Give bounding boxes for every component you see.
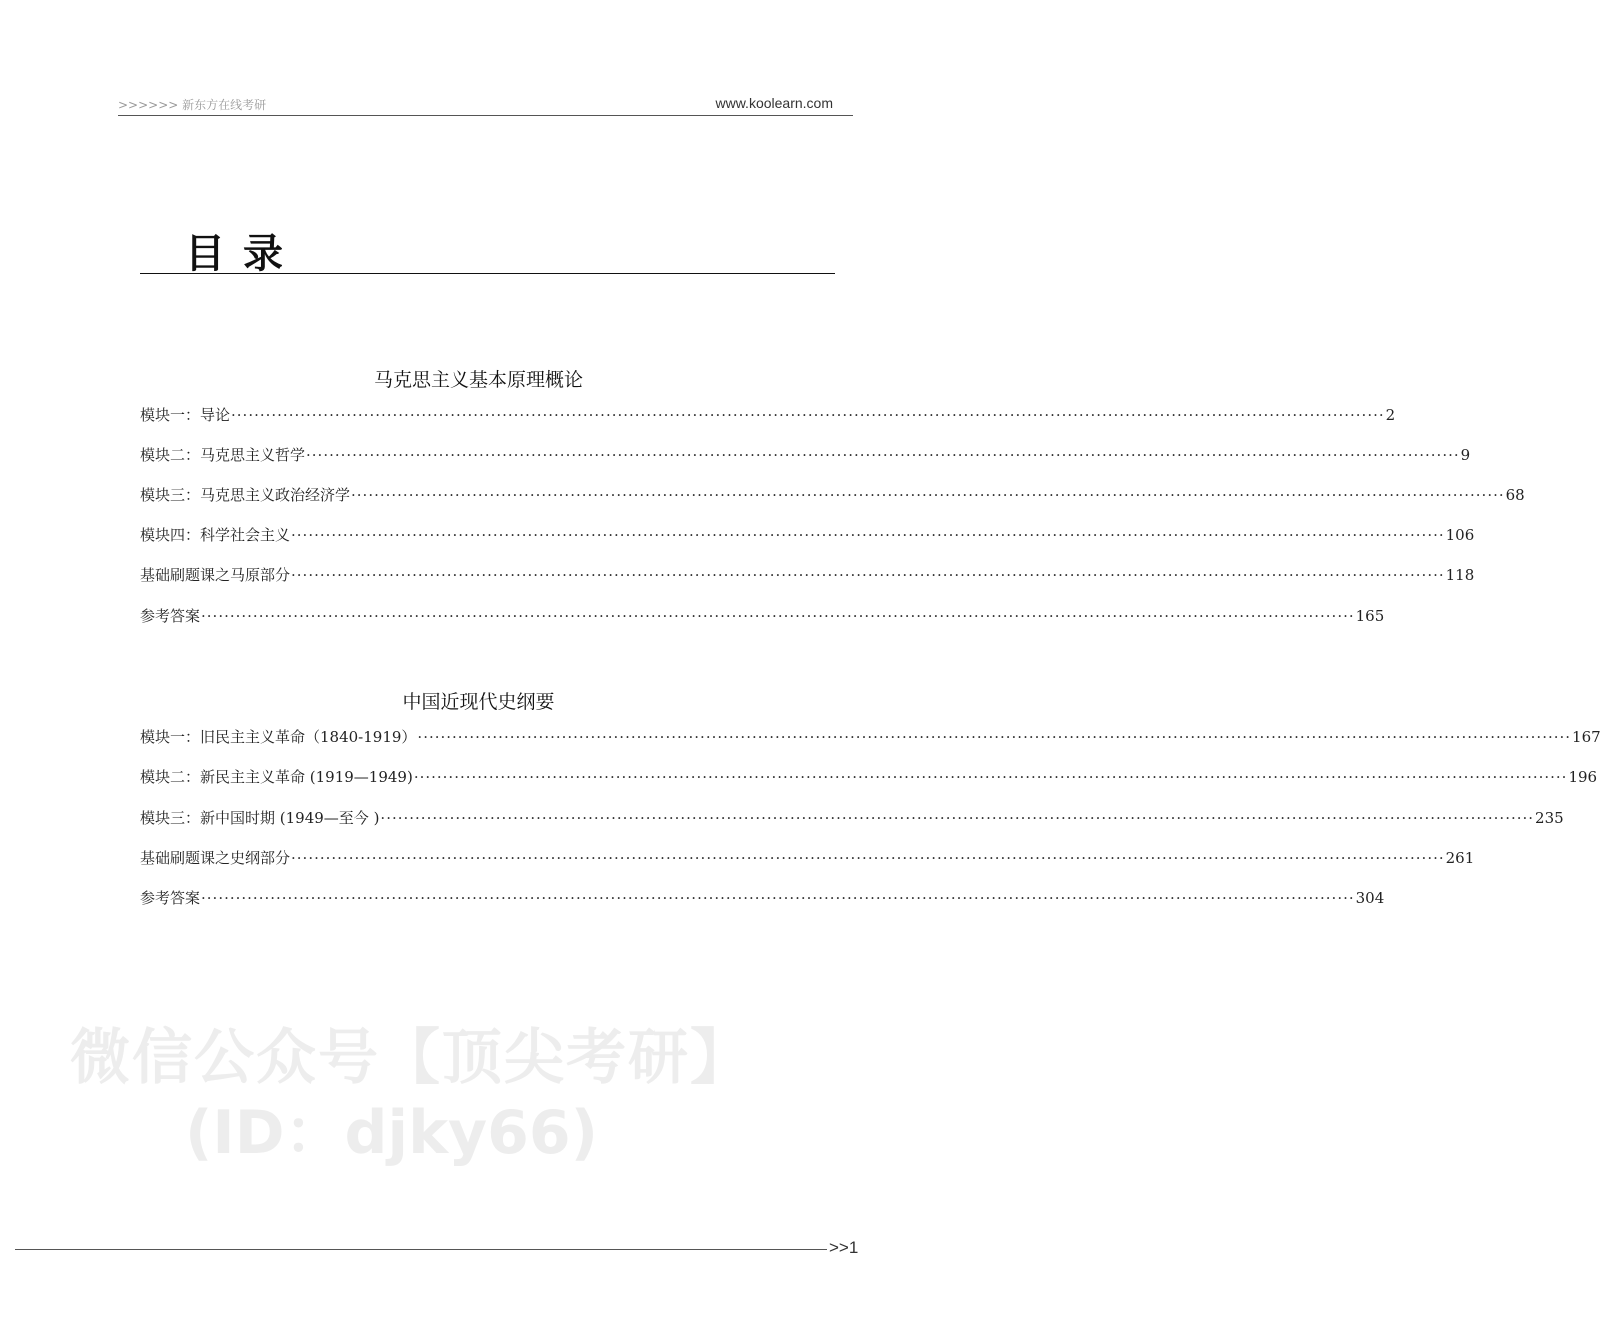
toc-entry[interactable] [140,605,1385,629]
toc-entry[interactable] [140,726,1601,750]
watermark-line-2: (ID：djky66) [185,1098,598,1168]
toc-entry-label: 基础刷题课之马原部分 [140,566,291,584]
toc-title: 目录 [185,231,301,277]
toc-entry[interactable] [140,887,1385,911]
title-divider [140,273,835,274]
dot-leader: ········································································································································································································ [413,768,1568,786]
section-heading-modern-history: 中国近现代史纲要 [402,691,555,713]
dot-leader: ········································································································································································································ [201,607,1355,625]
toc-entry[interactable] [140,807,1564,831]
header-brand: >>>>>> 新东方在线考研 [118,98,267,112]
footer-page-number: >>1 [829,1238,859,1257]
toc-entry-label: 模块二：新民主主义革命 (1919—1949) [140,768,413,786]
toc-entry-label: 模块一：旧民主主义革命（1840-1919） [140,728,417,746]
toc-entry-page: 2 [1385,406,1396,424]
watermark-line-1: 微信公众号【顶尖考研】 [70,1023,752,1093]
toc-entry-label: 模块三：新中国时期 (1949—至今 ) [140,809,380,827]
toc-entry[interactable] [140,484,1525,508]
toc-entry-label: 模块二：马克思主义哲学 [140,446,306,464]
toc-entry[interactable] [140,524,1475,548]
toc-entry-label: 模块一：导论 [140,406,231,424]
dot-leader: ········································································································································································································ [306,446,1460,464]
footer-divider [15,1249,827,1250]
toc-entry[interactable] [140,847,1475,871]
section-heading-marxism: 马克思主义基本原理概论 [373,369,583,391]
toc-entry-page: 118 [1445,566,1475,584]
toc-entry[interactable] [140,564,1475,588]
toc-entry-page: 68 [1505,486,1525,504]
toc-entry[interactable] [140,766,1598,790]
toc-entry-page: 235 [1535,809,1564,827]
toc-entry-label: 模块三：马克思主义政治经济学 [140,486,351,504]
dot-leader: ········································································································································································································ [417,728,1572,746]
toc-entry-page: 9 [1460,446,1471,464]
toc-entry-page: 304 [1355,889,1385,907]
toc-entry-page: 106 [1445,526,1475,544]
dot-leader: ········································································································································································································ [351,486,1505,504]
toc-entry-label: 基础刷题课之史纲部分 [140,849,291,867]
dot-leader: ········································································································································································································ [291,566,1445,584]
toc-entry-label: 参考答案 [140,889,201,907]
toc-entry-page: 196 [1568,768,1598,786]
toc-entry-page: 261 [1445,849,1475,867]
toc-entry-label: 参考答案 [140,607,201,625]
toc-entry-label: 模块四：科学社会主义 [140,526,291,544]
toc-entry-page: 167 [1572,728,1601,746]
page-header [118,93,853,116]
header-website: www.koolearn.com [715,95,833,111]
toc-entry-page: 165 [1355,607,1385,625]
dot-leader: ········································································································································································································ [291,849,1445,867]
toc-entry[interactable] [140,444,1471,468]
dot-leader: ········································································································································································································ [231,406,1385,424]
dot-leader: ········································································································································································································ [291,526,1445,544]
dot-leader: ········································································································································································································ [201,889,1355,907]
dot-leader: ········································································································································································································ [380,809,1535,827]
toc-entry[interactable] [140,404,1396,428]
